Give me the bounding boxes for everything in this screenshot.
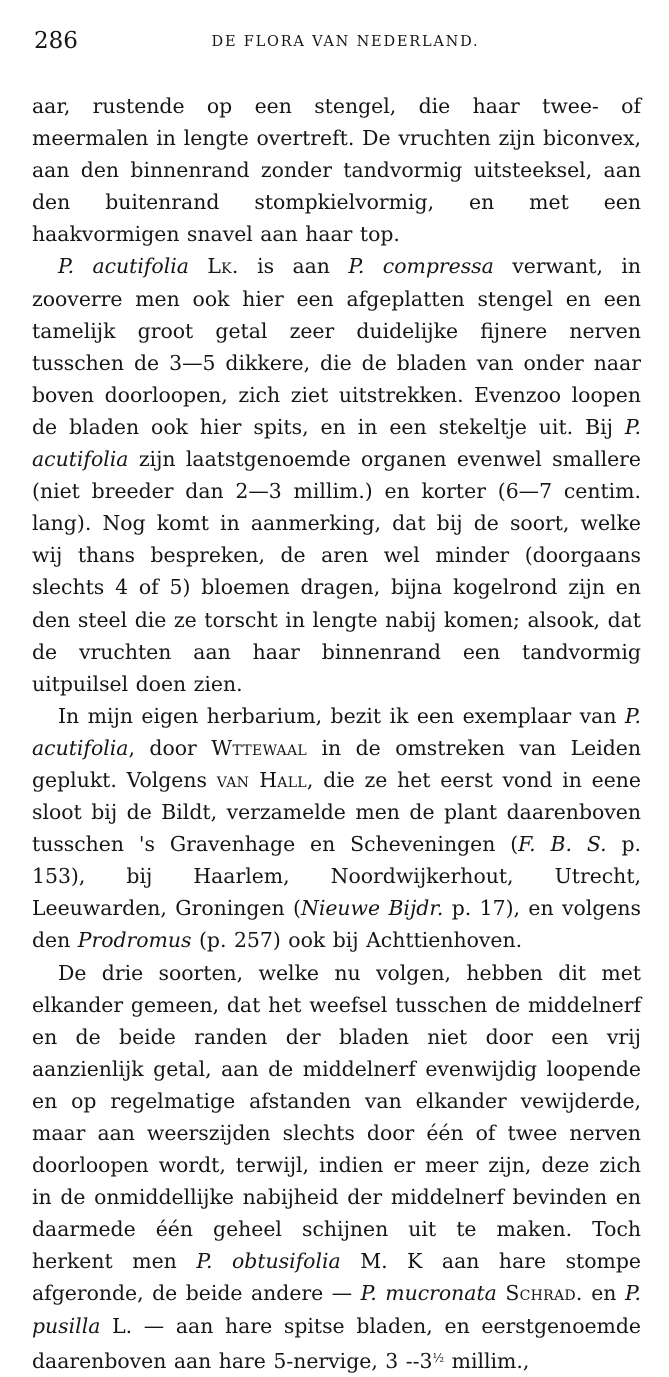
italic-text: P. acutifolia — [58, 254, 189, 279]
italic-text: P. acutifolia — [32, 703, 641, 760]
italic-text: Nieuwe Bijdr. — [300, 896, 444, 921]
italic-text: P. pusilla — [32, 1281, 642, 1338]
text-run: en — [582, 1281, 625, 1306]
text-run: M. K aan hare stompe afgeronde, de beide andere — — [32, 1249, 641, 1306]
italic-text: P. mucronata — [360, 1281, 497, 1306]
page-number: 286 — [34, 28, 78, 54]
italic-text: Prodromus — [77, 928, 192, 953]
text-run: , die ze het eerst vond in eene sloot bij de Bildt, verzamelde men de plant daarenboven tusschen 's Gravenhage en Scheveningen ( — [32, 767, 641, 857]
fraction-text: ½ — [432, 1350, 445, 1365]
italic-text: P. compressa — [348, 254, 494, 279]
text-run: in de omstreken van Leiden geplukt. Volgens — [32, 735, 641, 792]
text-run — [189, 254, 207, 278]
paragraph — [32, 700, 641, 957]
text-run: is aan — [238, 254, 349, 279]
italic-text: P. acutifolia — [32, 414, 641, 472]
text-run: (p. 257) ook bij Achttienhoven. — [191, 928, 523, 953]
paragraph — [32, 957, 641, 1377]
text-run: zijn laatstgenoemde organen evenwel smallere (niet breeder dan 2—3 millim.) en korter (6—7 centim. lang). Nog komt in aanmerking, dat bij de soort, welke wij thans bespreken, de aren wel minder (doorgaans slechts 4 of 5) bloemen dragen, bijna kogelrond zijn en den steel die ze torscht in lengte nabij komen; alsook, dat de vruchten aan haar binnenrand een tandvormig uitpuilsel doen zien. — [32, 447, 641, 696]
text-run: , door — [128, 735, 212, 760]
running-title: DE FLORA VAN NEDERLAND. — [211, 34, 480, 50]
small-caps-name: Wttewaal — [211, 735, 307, 760]
body-text — [32, 90, 641, 1377]
small-caps-name: Lk. — [207, 254, 239, 279]
text-run: millim., — [444, 1348, 530, 1373]
page-header — [32, 22, 641, 58]
text-run — [497, 1281, 506, 1305]
paragraph — [32, 90, 641, 250]
small-caps-name: van Hall — [216, 767, 307, 792]
text-run: L. — aan hare spitse bladen, en eerstgenoemde daarenboven aan hare 5-nervige, 3 --3 — [32, 1313, 641, 1373]
italic-text: F. B. S. — [518, 832, 607, 857]
text-run: p. 17), en volgens den — [32, 896, 642, 953]
text-run: aar, rustende op een stengel, die haar twee- of meermalen in lengte overtreft. De vruchten zijn biconvex, aan den binnenrand zonder tandvormig uitsteeksel, aan den buitenrand stompkielvormig, en met een haakvormigen snavel aan haar top. — [32, 94, 641, 247]
text-run: p. 153), bij Haarlem, Noordwijkerhout, Utrecht, Leeuwarden, Groningen ( — [32, 832, 641, 921]
text-run: De drie soorten, welke nu volgen, hebben dit met elkander gemeen, dat het weefsel tusschen de middelnerf en de beide randen der bladen niet door een vrij aanzienlijk getal, aan de middelnerf evenwijdig loopende en op regelmatige afstanden van elkander vewijderde, maar aan weerszijden slechts door één of twee nerven doorloopen wordt, terwijl, indien er meer zijn, deze zich in de onmiddellijke nabijheid der middelnerf bevinden en daarmede één geheel schijnen uit te maken. Toch herkent men — [32, 960, 641, 1274]
text-run: verwant, in zooverre men ook hier een afgeplatten stengel en een tamelijk groot getal zeer duidelijke fijnere nerven tusschen de 3—5 dikkere, die de bladen van onder naar boven doorloopen, zich ziet uitstrekken. Evenzoo loopen de bladen ook hier spits, en in een stekeltje uit. Bij — [32, 254, 641, 439]
paragraph — [32, 250, 641, 699]
text-run: In mijn eigen herbarium, bezit ik een exemplaar van — [58, 703, 625, 728]
small-caps-name: Schrad. — [505, 1281, 583, 1306]
italic-text: P. obtusifolia — [196, 1249, 341, 1274]
